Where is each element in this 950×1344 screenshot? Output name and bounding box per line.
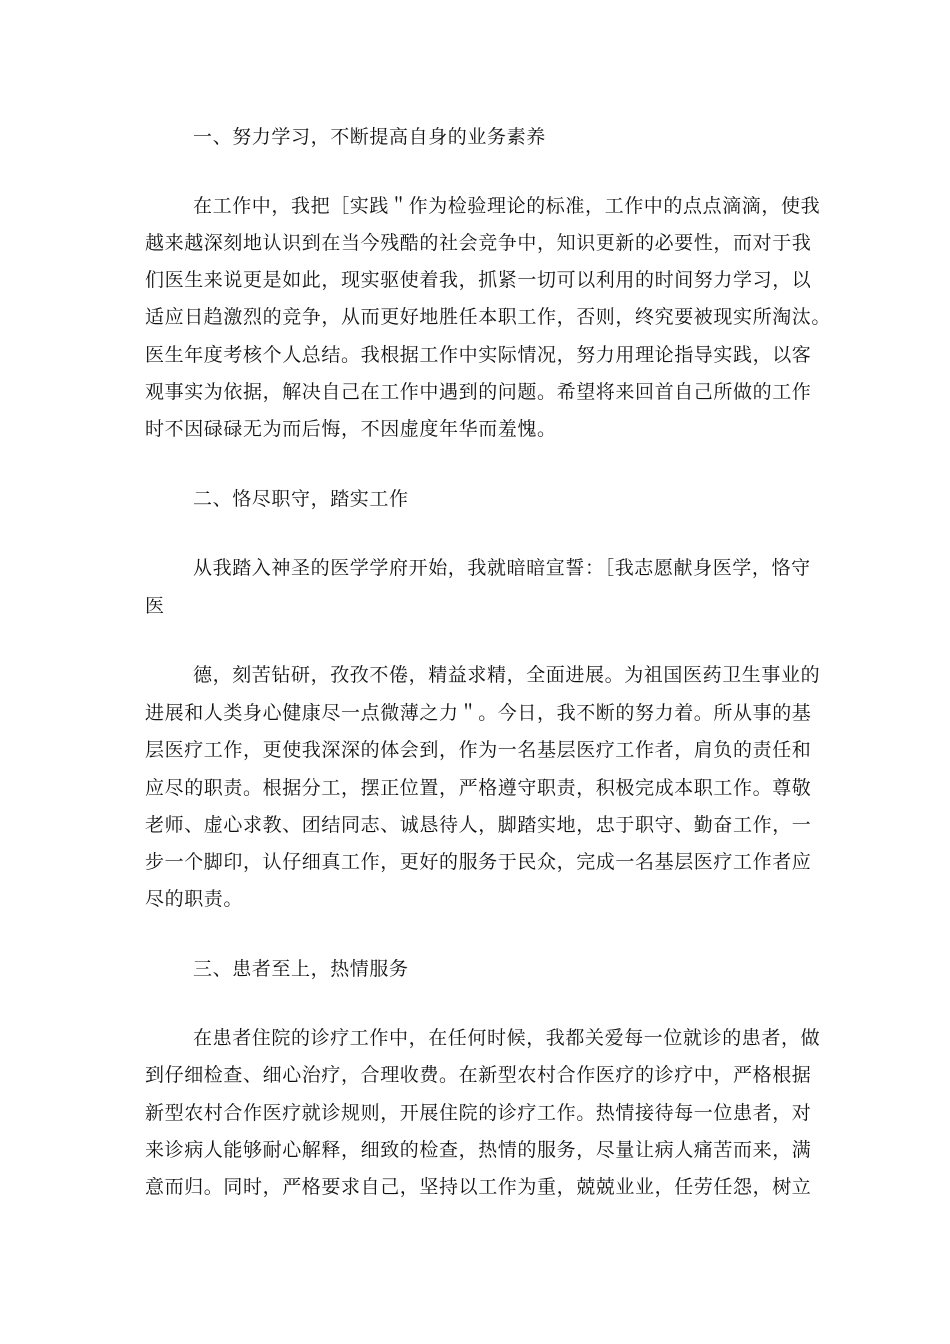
paragraph-line: 在工作中，我把［实践＂作为检验理论的标准，工作中的点点滴滴，使我 (193, 195, 821, 217)
section-heading: 二、恪尽职守，踏实工作 (193, 488, 409, 510)
paragraph-line: 来诊病人能够耐心解释，细致的检查，热情的服务，尽量让病人痛苦而来，满 (145, 1139, 812, 1161)
paragraph-line: 们医生来说更是如此，现实驱使着我，抓紧一切可以利用的时间努力学习，以 (145, 269, 812, 291)
paragraph-line: 到仔细检查、细心治疗，合理收费。在新型农村合作医疗的诊疗中，严格根据 (145, 1064, 812, 1086)
paragraph-line: 步一个脚印，认仔细真工作，更好的服务于民众，完成一名基层医疗工作者应 (145, 851, 812, 873)
paragraph-line: 时不因碌碌无为而后悔，不因虚度年华而羞愧。 (145, 418, 557, 440)
paragraph-line: 老师、虚心求教、团结同志、诚恳待人，脚踏实地，忠于职守、勤奋工作，一 (145, 814, 812, 836)
paragraph-line: 在患者住院的诊疗工作中，在任何时候，我都关爱每一位就诊的患者，做 (193, 1027, 821, 1049)
paragraph-line: 越来越深刻地认识到在当今残酷的社会竞争中，知识更新的必要性，而对于我 (145, 232, 812, 254)
paragraph-line: 意而归。同时，严格要求自己，坚持以工作为重，兢兢业业，任劳任怨，树立 (145, 1176, 812, 1198)
paragraph-line: 适应日趋激烈的竞争，从而更好地胜任本职工作，否则，终究要被现实所淘汰。 (145, 306, 832, 328)
section-heading: 一、努力学习，不断提高自身的业务素养 (193, 126, 546, 148)
paragraph-line: 层医疗工作，更使我深深的体会到，作为一名基层医疗工作者，肩负的责任和 (145, 739, 812, 761)
paragraph-line: 观事实为依据，解决自己在工作中遇到的问题。希望将来回首自己所做的工作 (145, 381, 812, 403)
paragraph-line: 医生年度考核个人总结。我根据工作中实际情况，努力用理论指导实践，以客 (145, 344, 812, 366)
paragraph-line: 新型农村合作医疗就诊规则，开展住院的诊疗工作。热情接待每一位患者，对 (145, 1102, 812, 1124)
paragraph-line: 医 (145, 595, 165, 617)
paragraph-line: 应尽的职责。根据分工，摆正位置，严格遵守职责，积极完成本职工作。尊敬 (145, 777, 812, 799)
paragraph-line: 德，刻苦钻研，孜孜不倦，精益求精，全面进展。为祖国医药卫生事业的 (193, 664, 821, 686)
section-heading: 三、患者至上，热情服务 (193, 958, 409, 980)
paragraph-line: 尽的职责。 (145, 888, 244, 910)
paragraph-line: 从我踏入神圣的医学学府开始，我就暗暗宣誓：［我志愿献身医学，恪守 (193, 557, 811, 579)
paragraph-line: 进展和人类身心健康尽一点微薄之力＂。今日，我不断的努力着。所从事的基 (145, 702, 812, 724)
